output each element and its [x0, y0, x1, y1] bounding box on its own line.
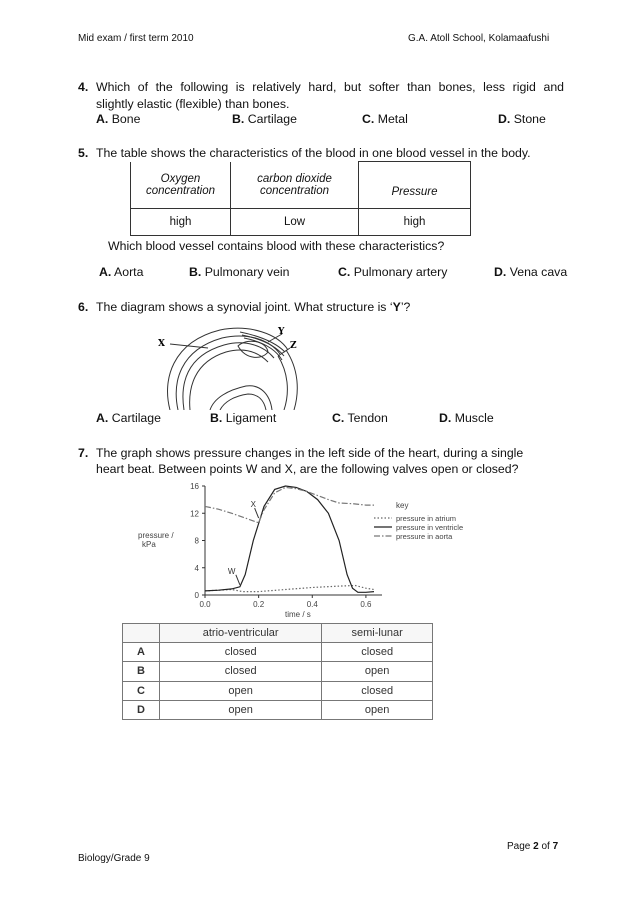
valve-header-av: atrio-ventricular — [160, 624, 322, 643]
value-carbon-dioxide: Low — [231, 209, 359, 236]
annotation-arrow-w — [236, 575, 240, 585]
annotation-arrow-x — [255, 508, 259, 518]
legend-entry: pressure in aorta — [396, 532, 453, 541]
question-number: 7. — [78, 446, 89, 460]
row-key: A — [123, 643, 160, 662]
header-left: Mid exam / first term 2010 — [78, 33, 194, 44]
row-av: open — [160, 700, 322, 719]
header-carbon-dioxide: carbon dioxide concentration — [231, 162, 359, 209]
pressure-graph — [130, 478, 510, 620]
header-oxygen: Oxygen concentration — [131, 162, 231, 209]
x-axis-label: time / s — [285, 610, 311, 619]
option-a: A. Aorta — [99, 265, 144, 279]
row-av: closed — [160, 662, 322, 681]
option-b: B. Cartilage — [232, 112, 297, 126]
page-number: Page 2 of 7 — [507, 841, 559, 852]
option-a: A. Cartilage — [96, 411, 161, 425]
option-d: D. Vena cava — [494, 265, 568, 279]
synovial-joint-diagram — [150, 320, 310, 410]
legend-entry: pressure in ventricle — [396, 523, 464, 532]
x-tick-label: 0.2 — [253, 600, 265, 609]
value-pressure: high — [359, 209, 471, 236]
annotation-x: X — [250, 500, 256, 510]
row-av: open — [160, 681, 322, 700]
option-c: C. Tendon — [332, 411, 388, 425]
table-row — [123, 662, 433, 681]
x-tick-label: 0.0 — [199, 600, 211, 609]
sub-question: Which blood vessel contains blood with these characteristics? — [108, 239, 445, 253]
row-key: C — [123, 681, 160, 700]
option-b: B. Ligament — [210, 411, 277, 425]
option-d: D. Stone — [498, 112, 546, 126]
header-right: G.A. Atoll School, Kolamaafushi — [408, 33, 550, 44]
row-sl: open — [322, 662, 433, 681]
option-a: A. Bone — [96, 112, 141, 126]
legend-entry: pressure in atrium — [396, 514, 457, 523]
row-av: closed — [160, 643, 322, 662]
x-tick-label: 0.4 — [306, 600, 318, 609]
option-d: D. Muscle — [439, 411, 494, 425]
y-tick-label: 0 — [194, 591, 199, 600]
x-tick-label: 0.6 — [360, 600, 372, 609]
question-text-line2: heart beat. Between points W and X, are the following valves open or closed? — [96, 462, 519, 476]
legend-title: key — [396, 501, 409, 510]
y-tick-label: 8 — [194, 536, 199, 546]
value-oxygen: high — [131, 209, 231, 236]
row-key: B — [123, 662, 160, 681]
valve-header-sl: semi-lunar — [322, 624, 433, 643]
question-text-line1: Which of the following is relatively hard, but softer than bones, less rigid and — [96, 80, 564, 94]
question-number: 6. — [78, 300, 89, 314]
option-c: C. Pulmonary artery — [338, 265, 448, 279]
y-tick-label: 16 — [190, 482, 199, 491]
row-key: D — [123, 700, 160, 719]
y-axis-label: pressure / — [138, 531, 174, 540]
question-text: The table shows the characteristics of the blood in one blood vessel in the body. — [96, 146, 531, 160]
valve-answer-table — [122, 623, 433, 720]
series-line-dashdot — [205, 487, 374, 522]
question-number: 5. — [78, 146, 89, 160]
annotation-w: W — [227, 566, 236, 576]
header-pressure: Pressure — [359, 162, 471, 209]
option-c: C. Metal — [362, 112, 408, 126]
table-row — [123, 643, 433, 662]
label-z: Z — [290, 341, 297, 351]
question-text-line1: The graph shows pressure changes in the left side of the heart, during a single — [96, 446, 524, 460]
series-line-solid — [205, 486, 374, 592]
label-x: X — [158, 339, 165, 349]
y-tick-label: 4 — [194, 563, 199, 573]
question-text-line2: slightly elastic (flexible) than bones. — [96, 97, 290, 111]
row-sl: open — [322, 700, 433, 719]
question-number: 4. — [78, 80, 89, 94]
option-b: B. Pulmonary vein — [189, 265, 290, 279]
row-sl: closed — [322, 681, 433, 700]
valve-header-blank — [123, 624, 160, 643]
footer-subject: Biology/Grade 9 — [78, 853, 150, 864]
label-y: Y — [278, 327, 285, 337]
table-row — [123, 681, 433, 700]
y-tick-label: 12 — [190, 509, 199, 519]
question-text: The diagram shows a synovial joint. What structure is ‘Y’? — [96, 300, 411, 314]
blood-characteristics-table — [130, 161, 471, 236]
table-row — [123, 700, 433, 719]
y-axis-label-unit: kPa — [142, 540, 156, 549]
row-sl: closed — [322, 643, 433, 662]
